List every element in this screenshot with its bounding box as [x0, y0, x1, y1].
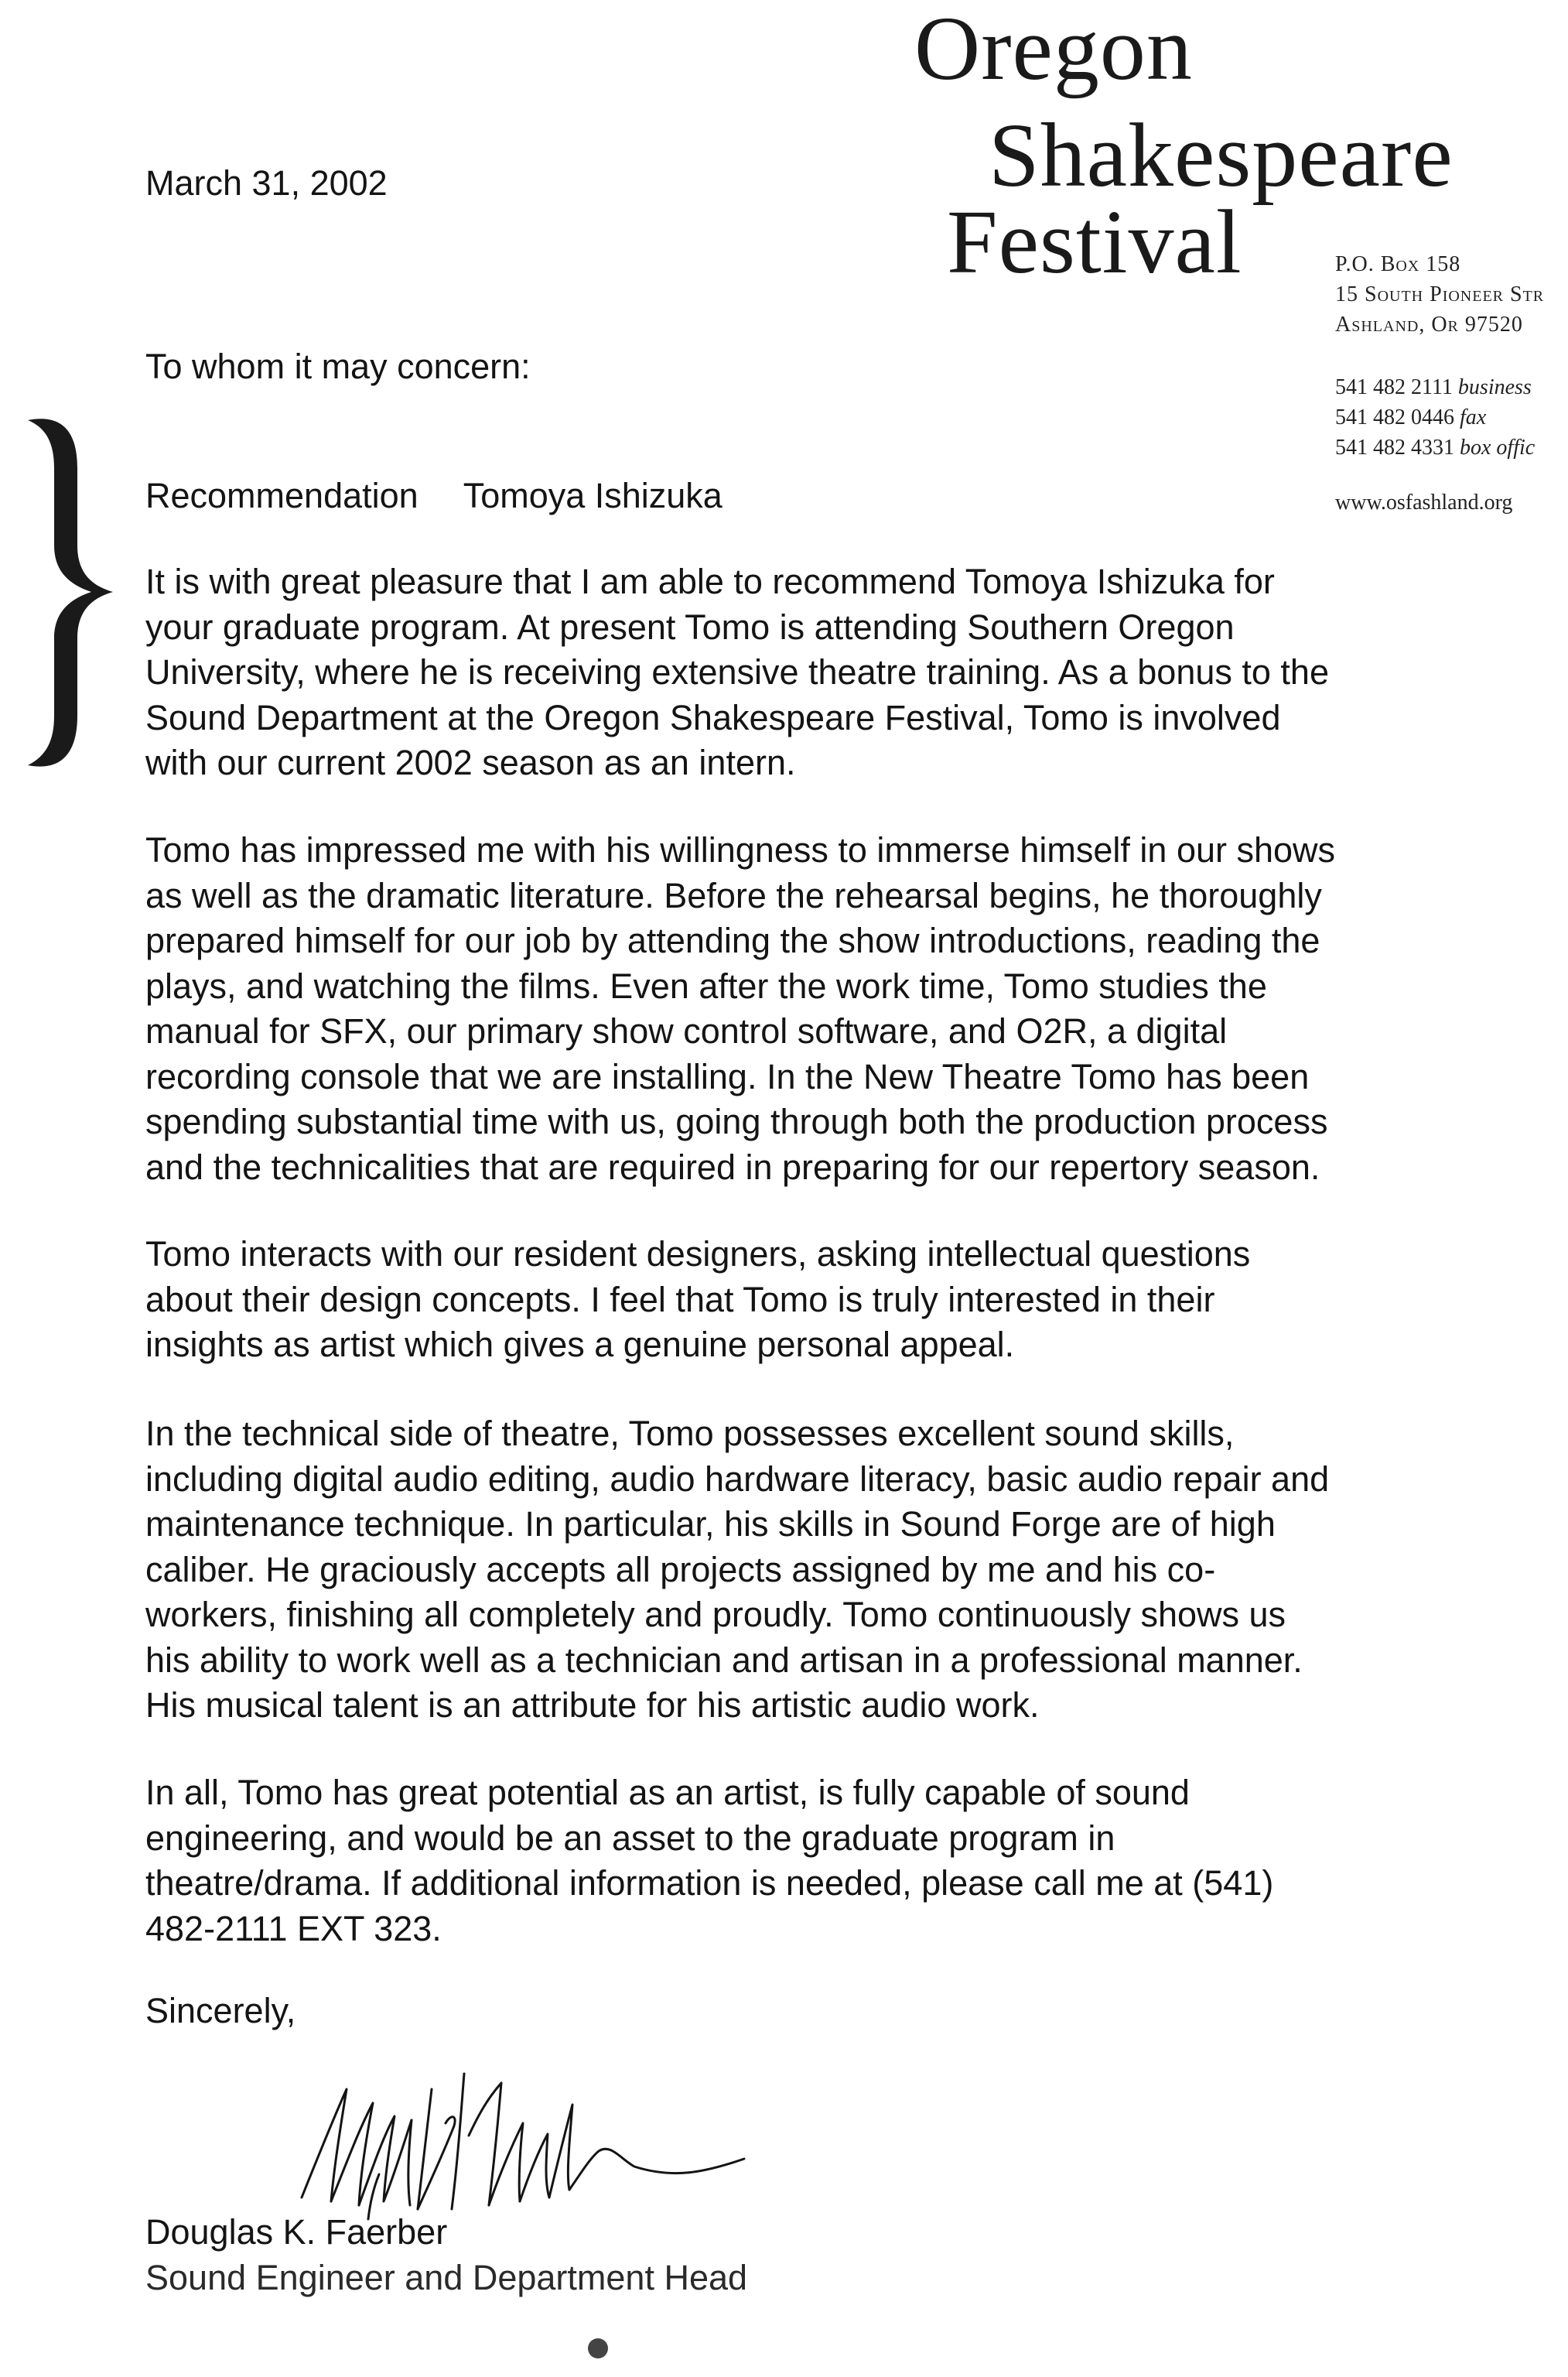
paragraph-line: workers, finishing all completely and proudly. Tomo continuously shows us — [145, 1595, 1286, 1634]
paragraph-line: maintenance technique. In particular, his skills in Sound Forge are of high — [145, 1504, 1276, 1544]
paragraph-line: his ability to work well as a technician and artisan in a professional manner. — [145, 1640, 1303, 1680]
paragraph-line: theatre/drama. If additional information is needed, please call me at (541) — [145, 1863, 1274, 1903]
handwritten-signature — [286, 2043, 750, 2221]
paragraph-line: manual for SFX, our primary show control software, and O2R, a digital — [145, 1011, 1228, 1051]
salutation: To whom it may concern: — [145, 347, 531, 386]
body-paragraph-3 — [145, 1232, 1538, 1368]
paragraph-line: insights as artist which gives a genuine personal appeal. — [145, 1325, 1015, 1364]
curly-brace-decoration — [6, 406, 122, 778]
phone-label: business — [1457, 375, 1532, 399]
paragraph-line: as well as the dramatic literature. Before the rehearsal begins, he thoroughly — [145, 875, 1322, 915]
paragraph-line: 482-2111 EXT 323. — [145, 1908, 442, 1948]
phone-number: 541 482 4331 — [1335, 436, 1454, 460]
signer-title: Sound Engineer and Department Head — [145, 2258, 748, 2297]
phone-number: 541 482 2111 — [1335, 375, 1453, 399]
paragraph-line: His musical talent is an attribute for his artistic audio work. — [145, 1685, 1040, 1725]
paragraph-line: plays, and watching the films. Even after the work time, Tomo studies the — [145, 966, 1267, 1006]
logo-line-oregon: Oregon — [914, 0, 1193, 99]
letter-date: March 31, 2002 — [145, 163, 388, 203]
subject-label: Recommendation — [145, 476, 418, 515]
paragraph-line: Sound Department at the Oregon Shakespeare Festival, Tomo is involved — [145, 697, 1281, 737]
paragraph-line: your graduate program. At present Tomo is attending Southern Oregon — [145, 607, 1235, 647]
paragraph-line: with our current 2002 season as an intern. — [145, 743, 796, 782]
paragraph-line: including digital audio editing, audio hardware literacy, basic audio repair and — [145, 1459, 1330, 1499]
phone-box-office — [1335, 433, 1568, 463]
phone-business — [1335, 372, 1568, 402]
paragraph-line: spending substantial time with us, going through both the production process — [145, 1102, 1328, 1141]
paragraph-line: In all, Tomo has great potential as an artist, is fully capable of sound — [145, 1773, 1190, 1812]
subject-line — [145, 474, 723, 519]
body-paragraph-4 — [145, 1411, 1538, 1729]
letterhead-contact-block — [1335, 249, 1568, 518]
address-street: 15 South Pioneer Str — [1335, 282, 1545, 306]
paragraph-line: It is with great pleasure that I am able to recommend Tomoya Ishizuka for — [145, 562, 1275, 601]
paragraph-line: prepared himself for our job by attending the show introductions, reading the — [145, 921, 1320, 960]
paragraph-line: engineering, and would be an asset to the graduate program in — [145, 1818, 1115, 1858]
paragraph-line: University, where he is receiving extensive theatre training. As a bonus to the — [145, 652, 1329, 692]
address-po-box: P.O. Box 158 — [1335, 252, 1461, 276]
body-paragraph-2 — [145, 828, 1538, 1190]
paragraph-line: In the technical side of theatre, Tomo possesses excellent sound skills, — [145, 1414, 1235, 1453]
phone-label: fax — [1460, 405, 1487, 429]
body-paragraph-1 — [145, 559, 1538, 786]
address-city: Ashland, Or 97520 — [1335, 313, 1523, 337]
website-link: www.osfashland.org — [1335, 491, 1513, 515]
paragraph-line: and the technicalities that are required in preparing for our repertory season. — [145, 1147, 1320, 1187]
paragraph-line: about their design concepts. I feel that Tomo is truly interested in their — [145, 1279, 1215, 1319]
closing: Sincerely, — [145, 1991, 296, 2030]
paragraph-line: recording console that we are installing. In the New Theatre Tomo has been — [145, 1056, 1310, 1096]
logo-line-festival: Festival — [947, 191, 1242, 292]
phone-fax — [1335, 402, 1568, 433]
logo-line-shakespeare: Shakespeare — [989, 104, 1454, 206]
body-paragraph-5 — [145, 1770, 1538, 1951]
subject-name: Tomoya Ishizuka — [463, 476, 723, 515]
signer-name: Douglas K. Faerber — [145, 2212, 448, 2252]
paragraph-line: Tomo has impressed me with his willingness to immerse himself in our shows — [145, 830, 1336, 870]
phone-label: box offic — [1460, 436, 1536, 460]
paragraph-line: caliber. He graciously accepts all projects assigned by me and his co- — [145, 1549, 1216, 1589]
ink-speck — [588, 2338, 608, 2358]
paragraph-line: Tomo interacts with our resident designers, asking intellectual questions — [145, 1234, 1251, 1274]
phone-number: 541 482 0446 — [1335, 405, 1454, 429]
